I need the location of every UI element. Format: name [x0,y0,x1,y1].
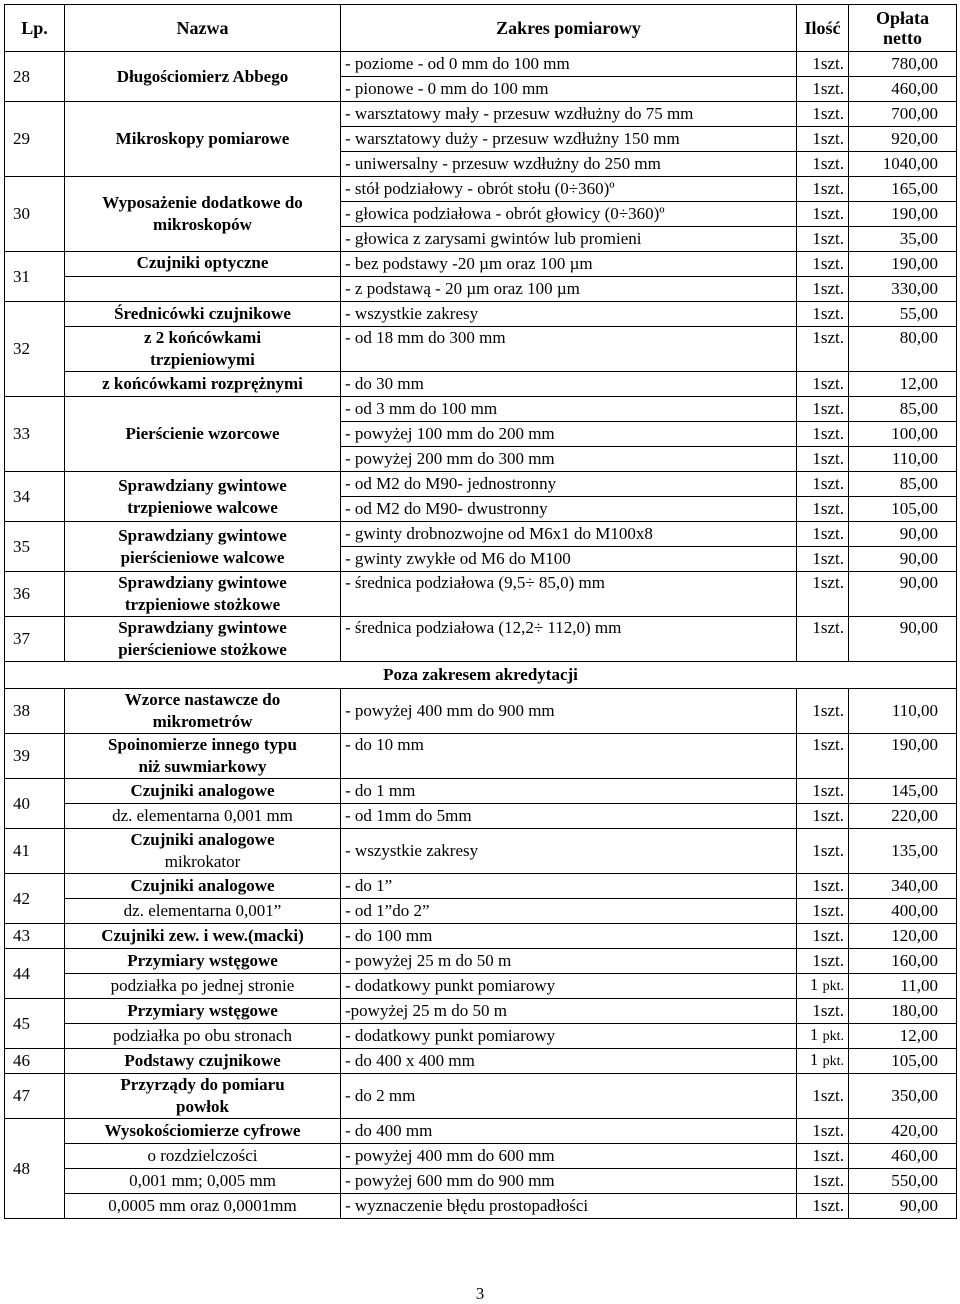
range-cell: - pionowe - 0 mm do 100 mm [341,77,797,102]
qty-cell: 1szt. [797,899,849,924]
qty-cell: 1szt. [797,302,849,327]
qty-cell: 1szt. [797,327,849,372]
qty-cell: 1szt. [797,497,849,522]
fee-cell: 180,00 [849,999,957,1024]
qty-cell: 1szt. [797,617,849,662]
range-cell: - powyżej 400 mm do 900 mm [341,689,797,734]
qty-cell: 1szt. [797,572,849,617]
fee-cell: 85,00 [849,397,957,422]
row-number: 29 [5,102,65,177]
item-name-line: pierścieniowe walcowe [120,547,285,567]
range-cell: - od 18 mm do 300 mm [341,327,797,372]
fee-cell: 90,00 [849,522,957,547]
item-subname: o rozdzielczości [65,1144,341,1169]
range-cell: - średnica podziałowa (9,5÷ 85,0) mm [341,572,797,617]
range-cell: - powyżej 400 mm do 600 mm [341,1144,797,1169]
range-cell: - do 1” [341,874,797,899]
fee-cell: 190,00 [849,734,957,779]
item-name: Mikroskopy pomiarowe [65,102,341,177]
qty-cell: 1szt. [797,924,849,949]
qty-number: 1 [809,975,819,994]
qty-cell: 1szt. [797,52,849,77]
fee-cell: 100,00 [849,422,957,447]
item-name-line: Przyrządy do pomiaru [120,1075,285,1094]
range-cell: - warsztatowy duży - przesuw wzdłużny 150 mm [341,127,797,152]
qty-cell: 1szt. [797,1119,849,1144]
item-name-line: trzpieniowe stożkowe [124,595,281,614]
range-cell: - dodatkowy punkt pomiarowy [341,974,797,999]
row-number: 30 [5,177,65,252]
table-row [5,327,957,372]
table-row [5,874,957,899]
fee-cell: 1040,00 [849,152,957,177]
fee-cell: 80,00 [849,327,957,372]
section-title: Poza zakresem akredytacji [5,662,957,689]
fee-cell: 12,00 [849,372,957,397]
fee-cell: 350,00 [849,1074,957,1119]
item-name [65,327,341,372]
row-number: 28 [5,52,65,102]
qty-number: 1 [809,1025,819,1044]
table-row [5,949,957,974]
qty-cell: 1szt. [797,547,849,572]
fee-cell: 90,00 [849,617,957,662]
fee-cell: 420,00 [849,1119,957,1144]
header-name: Nazwa [65,5,341,52]
row-number: 48 [5,1119,65,1219]
qty-cell: 1szt. [797,277,849,302]
qty-cell: 1szt. [797,127,849,152]
qty-cell: 1szt. [797,252,849,277]
range-cell: - wszystkie zakresy [341,302,797,327]
qty-cell: 1szt. [797,1169,849,1194]
fee-cell: 85,00 [849,472,957,497]
range-cell: - do 10 mm [341,734,797,779]
item-subname: podziałka po jednej stronie [65,974,341,999]
header-qty: Ilość [797,5,849,52]
fee-cell: 340,00 [849,874,957,899]
table-row [5,472,957,497]
fee-cell: 12,00 [849,1024,957,1049]
fee-cell: 120,00 [849,924,957,949]
range-cell: - gwinty drobnozwojne od M6x1 do M100x8 [341,522,797,547]
table-row [5,1194,957,1219]
item-subname: 0,0005 mm oraz 0,0001mm [65,1194,341,1219]
qty-cell: 1szt. [797,77,849,102]
range-cell: - wyznaczenie błędu prostopadłości [341,1194,797,1219]
table-row [5,779,957,804]
fee-cell: 90,00 [849,1194,957,1219]
range-cell: - powyżej 100 mm do 200 mm [341,422,797,447]
range-cell: - do 400 mm [341,1119,797,1144]
item-name-line: niż suwmiarkowy [138,757,267,776]
item-name-line: Sprawdziany gwintowe [118,618,287,637]
fee-cell: 400,00 [849,899,957,924]
table-row [5,899,957,924]
table-row [5,397,957,422]
table-row [5,177,957,202]
fee-cell: 550,00 [849,1169,957,1194]
table-row [5,1074,957,1119]
table-row [5,974,957,999]
row-number: 34 [5,472,65,522]
range-cell: - głowica podziałowa - obrót głowicy (0÷360)º [341,202,797,227]
qty-cell: 1szt. [797,829,849,874]
item-name-line: trzpieniowe walcowe [127,497,278,517]
item-name: Czujniki optyczne [65,252,341,277]
fee-cell: 460,00 [849,1144,957,1169]
fee-cell: 35,00 [849,227,957,252]
qty-number: 1 [809,1050,819,1069]
item-name [65,1074,341,1119]
fee-cell: 330,00 [849,277,957,302]
table-row [5,52,957,77]
qty-unit: pkt. [822,1054,844,1069]
table-row [5,804,957,829]
qty-cell: 1szt. [797,202,849,227]
qty-cell: 1szt. [797,949,849,974]
fee-cell: 165,00 [849,177,957,202]
qty-cell: 1szt. [797,372,849,397]
range-cell: - uniwersalny - przesuw wzdłużny do 250 mm [341,152,797,177]
qty-unit: pkt. [822,979,844,994]
item-name: Pierścienie wzorcowe [65,397,341,472]
table-row [5,689,957,734]
fee-cell: 160,00 [849,949,957,974]
qty-cell: 1szt. [797,734,849,779]
range-cell: - stół podziałowy - obrót stołu (0÷360)º [341,177,797,202]
table-row [5,1024,957,1049]
table-row [5,829,957,874]
table-row [5,102,957,127]
fee-cell: 105,00 [849,1049,957,1074]
row-number: 31 [5,252,65,302]
item-name-line: Sprawdziany gwintowe [118,573,287,592]
range-cell: - powyżej 200 mm do 300 mm [341,447,797,472]
range-cell: - do 2 mm [341,1074,797,1119]
fee-cell: 460,00 [849,77,957,102]
qty-cell: 1szt. [797,874,849,899]
item-name [65,617,341,662]
qty-cell: 1szt. [797,227,849,252]
range-cell: - średnica podziałowa (12,2÷ 112,0) mm [341,617,797,662]
fee-cell: 700,00 [849,102,957,127]
row-number: 44 [5,949,65,999]
header-range: Zakres pomiarowy [341,5,797,52]
fee-cell: 90,00 [849,547,957,572]
item-name [65,829,341,874]
item-subname: mikrokator [164,852,241,871]
item-name-line: powłok [176,1097,229,1116]
row-number: 37 [5,617,65,662]
qty-cell: 1szt. [797,422,849,447]
range-cell: - poziome - od 0 mm do 100 mm [341,52,797,77]
qty-cell: 1szt. [797,447,849,472]
fee-cell: 780,00 [849,52,957,77]
fee-cell: 220,00 [849,804,957,829]
section-row [5,662,957,689]
tariff-table [4,4,957,1219]
fee-cell: 135,00 [849,829,957,874]
header-lp: Lp. [5,5,65,52]
item-name-line: Sprawdziany gwintowe [118,525,287,545]
range-cell: - warsztatowy mały - przesuw wzdłużny do 75 mm [341,102,797,127]
row-number: 39 [5,734,65,779]
header-row [5,5,957,52]
table-row [5,1144,957,1169]
qty-unit: pkt. [822,1029,844,1044]
row-number: 38 [5,689,65,734]
item-name: Czujniki analogowe [65,874,341,899]
range-cell: - powyżej 25 m do 50 m [341,949,797,974]
range-cell: - wszystkie zakresy [341,829,797,874]
qty-cell: 1szt. [797,522,849,547]
row-number: 47 [5,1074,65,1119]
row-number: 41 [5,829,65,874]
page-number: 3 [475,1284,485,1303]
item-name: Średnicówki czujnikowe [65,302,341,327]
item-name [65,522,341,572]
qty-cell: 1szt. [797,102,849,127]
item-name [65,472,341,522]
range-cell: - od M2 do M90- jednostronny [341,472,797,497]
fee-cell: 110,00 [849,447,957,472]
qty-cell: 1szt. [797,177,849,202]
item-name-line: Sprawdziany gwintowe [118,475,287,495]
range-cell: - od 1”do 2” [341,899,797,924]
fee-cell: 190,00 [849,202,957,227]
range-cell: - od M2 do M90- dwustronny [341,497,797,522]
item-name-line: Wzorce nastawcze do [124,690,281,709]
range-cell: - powyżej 600 mm do 900 mm [341,1169,797,1194]
item-name [65,734,341,779]
header-fee-line2: netto [883,28,922,48]
fee-cell: 105,00 [849,497,957,522]
qty-cell: 1szt. [797,1144,849,1169]
qty-cell [797,1024,849,1049]
item-subname: 0,001 mm; 0,005 mm [65,1169,341,1194]
qty-cell [797,974,849,999]
qty-cell: 1szt. [797,1194,849,1219]
range-cell: - od 1mm do 5mm [341,804,797,829]
row-number: 32 [5,302,65,397]
item-name: Przymiary wstęgowe [65,949,341,974]
item-name: Przymiary wstęgowe [65,999,341,1024]
table-row [5,1169,957,1194]
fee-cell: 190,00 [849,252,957,277]
item-name: Podstawy czujnikowe [65,1049,341,1074]
range-cell: - od 3 mm do 100 mm [341,397,797,422]
item-name-line: Spoinomierze innego typu [108,735,297,754]
row-number: 42 [5,874,65,924]
table-row [5,522,957,547]
fee-cell: 110,00 [849,689,957,734]
table-row [5,252,957,277]
item-subname: dz. elementarna 0,001” [65,899,341,924]
item-subname: podziałka po obu stronach [65,1024,341,1049]
item-name: Czujniki analogowe [65,779,341,804]
qty-cell: 1szt. [797,689,849,734]
range-cell: - dodatkowy punkt pomiarowy [341,1024,797,1049]
table-row [5,734,957,779]
qty-cell: 1szt. [797,999,849,1024]
item-name [65,572,341,617]
row-number: 33 [5,397,65,472]
item-name-line: Czujniki analogowe [130,830,275,849]
empty-name-cell [65,277,341,302]
qty-cell: 1szt. [797,397,849,422]
range-cell: - gwinty zwykłe od M6 do M100 [341,547,797,572]
item-name-line: z 2 końcówkami [143,328,262,347]
range-cell: - z podstawą - 20 µm oraz 100 µm [341,277,797,302]
range-cell: -powyżej 25 m do 50 m [341,999,797,1024]
row-number: 40 [5,779,65,829]
table-row [5,572,957,617]
header-fee [849,5,957,52]
range-cell: - bez podstawy -20 µm oraz 100 µm [341,252,797,277]
qty-cell: 1szt. [797,779,849,804]
item-name: Wyposażenie dodatkowe do mikroskopów [65,177,341,252]
range-cell: - do 400 x 400 mm [341,1049,797,1074]
qty-cell [797,1049,849,1074]
item-name [65,689,341,734]
table-row [5,1049,957,1074]
row-number: 45 [5,999,65,1049]
row-number: 35 [5,522,65,572]
range-cell: - do 1 mm [341,779,797,804]
qty-cell: 1szt. [797,1074,849,1119]
table-row [5,924,957,949]
row-number: 46 [5,1049,65,1074]
item-name-line: trzpieniowymi [150,350,255,369]
item-name: Czujniki zew. i wew.(macki) [65,924,341,949]
range-cell: - do 30 mm [341,372,797,397]
table-row [5,277,957,302]
range-cell: - głowica z zarysami gwintów lub promieni [341,227,797,252]
item-name: Długościomierz Abbego [65,52,341,102]
item-name-line: pierścieniowe stożkowe [118,640,287,659]
qty-cell: 1szt. [797,472,849,497]
row-number: 36 [5,572,65,617]
table-row [5,999,957,1024]
qty-cell: 1szt. [797,804,849,829]
table-row [5,1119,957,1144]
fee-cell: 920,00 [849,127,957,152]
row-number: 43 [5,924,65,949]
fee-cell: 11,00 [849,974,957,999]
table-row [5,302,957,327]
range-cell: - do 100 mm [341,924,797,949]
qty-cell: 1szt. [797,152,849,177]
item-name: z końcówkami rozprężnymi [65,372,341,397]
fee-cell: 90,00 [849,572,957,617]
header-fee-line1: Opłata [875,8,929,28]
item-name-line: mikrometrów [152,712,253,731]
fee-cell: 145,00 [849,779,957,804]
table-row [5,372,957,397]
fee-cell: 55,00 [849,302,957,327]
item-name: Wysokościomierze cyfrowe [65,1119,341,1144]
table-row [5,617,957,662]
item-subname: dz. elementarna 0,001 mm [65,804,341,829]
